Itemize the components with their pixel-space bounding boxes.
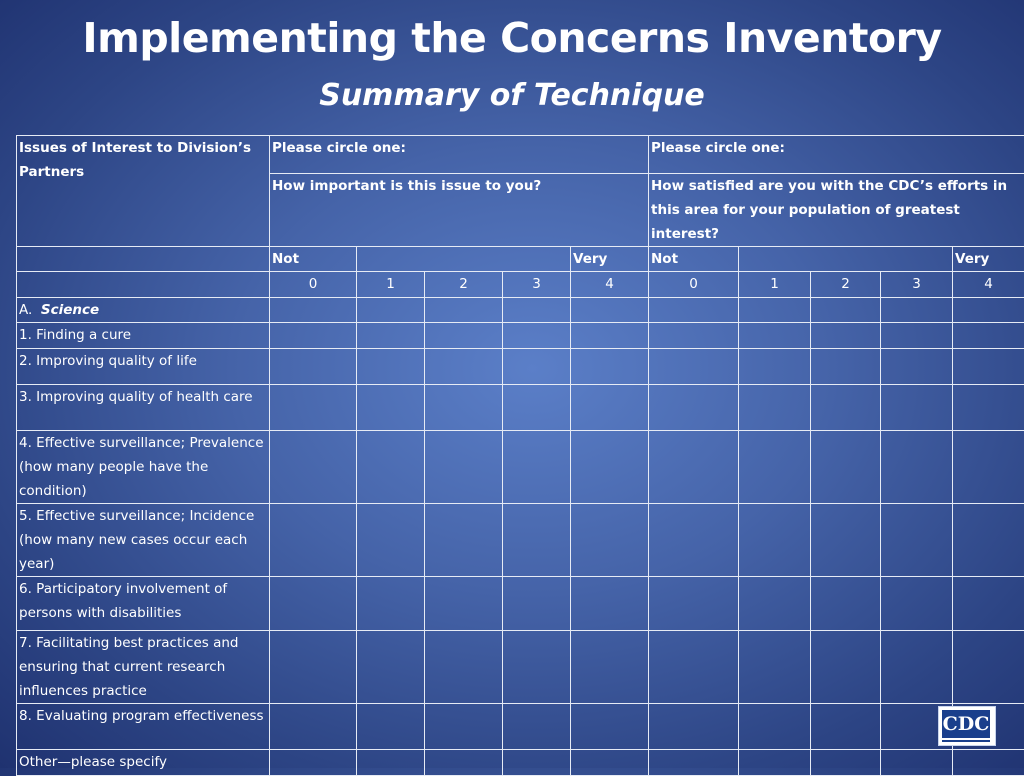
rating-cell[interactable] — [270, 323, 357, 349]
rating-cell[interactable] — [357, 431, 425, 504]
rating-cell[interactable] — [649, 504, 739, 577]
rating-cell[interactable] — [357, 704, 425, 750]
rating-cell[interactable] — [571, 349, 649, 385]
row-label: 3. Improving quality of health care — [17, 385, 270, 431]
table-row — [17, 431, 1024, 504]
rating-cell[interactable] — [503, 431, 571, 504]
importance-scale-3[interactable]: 3 — [503, 272, 571, 298]
rating-cell[interactable] — [425, 750, 503, 776]
rating-cell[interactable] — [571, 750, 649, 776]
rating-cell[interactable] — [270, 431, 357, 504]
cdc-logo-stripe — [942, 740, 990, 742]
rating-cell[interactable] — [571, 504, 649, 577]
rating-cell[interactable] — [811, 704, 881, 750]
rating-cell[interactable] — [953, 298, 1024, 323]
rating-cell[interactable] — [649, 298, 739, 323]
row-label: 7. Facilitating best practices and ensuring that current research influences practice — [17, 631, 270, 704]
row-label: 5. Effective surveillance; Incidence (how many new cases occur each year) — [17, 504, 270, 577]
table-row — [17, 385, 1024, 431]
cdc-logo — [938, 706, 996, 746]
rating-cell[interactable] — [739, 385, 811, 431]
rating-cell[interactable] — [881, 504, 953, 577]
rating-cell[interactable] — [425, 577, 503, 631]
importance-scale-high: Very — [571, 247, 649, 272]
cdc-logo-text: CDC — [942, 710, 990, 738]
issues-header-cell: Issues of Interest to Division’s Partners — [17, 136, 270, 247]
rating-cell[interactable] — [811, 385, 881, 431]
rating-cell[interactable] — [649, 577, 739, 631]
rating-cell[interactable] — [739, 323, 811, 349]
rating-cell[interactable] — [811, 431, 881, 504]
importance-scale-0[interactable]: 0 — [270, 272, 357, 298]
scale-label-row — [17, 247, 1024, 272]
rating-cell[interactable] — [571, 385, 649, 431]
concerns-inventory-table — [16, 135, 1024, 776]
rating-cell[interactable] — [811, 577, 881, 631]
section-label — [17, 298, 270, 323]
row-label: 8. Evaluating program effectiveness — [17, 704, 270, 750]
table-row — [17, 504, 1024, 577]
table-row — [17, 577, 1024, 631]
rating-cell[interactable] — [953, 349, 1024, 385]
empty-cell — [17, 247, 270, 272]
rating-cell[interactable] — [357, 577, 425, 631]
row-label: 1. Finding a cure — [17, 323, 270, 349]
rating-cell[interactable] — [503, 323, 571, 349]
table-row — [17, 704, 1024, 750]
rating-cell[interactable] — [503, 750, 571, 776]
rating-cell[interactable] — [811, 298, 881, 323]
rating-cell[interactable] — [357, 349, 425, 385]
rating-cell[interactable] — [270, 631, 357, 704]
rating-cell[interactable] — [357, 631, 425, 704]
rating-cell[interactable] — [425, 431, 503, 504]
rating-cell[interactable] — [357, 323, 425, 349]
satisfaction-question: How satisfied are you with the CDC’s efforts in this area for your population of greatest interest? — [649, 174, 1024, 247]
rating-cell[interactable] — [649, 704, 739, 750]
table-row — [17, 323, 1024, 349]
rating-cell[interactable] — [503, 504, 571, 577]
rating-cell[interactable] — [811, 504, 881, 577]
rating-cell[interactable] — [739, 504, 811, 577]
rating-cell[interactable] — [270, 298, 357, 323]
rating-cell[interactable] — [571, 323, 649, 349]
rating-cell[interactable] — [953, 504, 1024, 577]
rating-cell[interactable] — [425, 504, 503, 577]
table-row — [17, 631, 1024, 704]
rating-cell[interactable] — [881, 349, 953, 385]
rating-cell[interactable] — [357, 504, 425, 577]
rating-cell[interactable] — [425, 631, 503, 704]
rating-cell[interactable] — [357, 750, 425, 776]
table-row — [17, 349, 1024, 385]
rating-cell[interactable] — [739, 298, 811, 323]
importance-scale-low: Not — [270, 247, 357, 272]
rating-cell[interactable] — [739, 431, 811, 504]
rating-cell[interactable] — [503, 385, 571, 431]
section-row — [17, 298, 1024, 323]
rating-cell[interactable] — [881, 385, 953, 431]
importance-scale-4[interactable]: 4 — [571, 272, 649, 298]
empty-cell — [739, 247, 953, 272]
rating-cell[interactable] — [953, 431, 1024, 504]
rating-cell[interactable] — [425, 349, 503, 385]
section-prefix: A. — [19, 302, 32, 318]
rating-cell[interactable] — [571, 577, 649, 631]
importance-question: How important is this issue to you? — [270, 174, 649, 247]
rating-cell[interactable] — [811, 323, 881, 349]
rating-cell[interactable] — [953, 385, 1024, 431]
row-label: 2. Improving quality of life — [17, 349, 270, 385]
satisfaction-scale-4[interactable]: 4 — [953, 272, 1024, 298]
table-row — [17, 750, 1024, 776]
rating-cell[interactable] — [270, 704, 357, 750]
rating-cell[interactable] — [649, 750, 739, 776]
slide-title: Implementing the Concerns Inventory — [0, 14, 1024, 62]
rating-cell[interactable] — [571, 704, 649, 750]
rating-cell[interactable] — [649, 631, 739, 704]
importance-scale-2[interactable]: 2 — [425, 272, 503, 298]
scale-number-row — [17, 272, 1024, 298]
rating-cell[interactable] — [649, 385, 739, 431]
satisfaction-scale-0[interactable]: 0 — [649, 272, 739, 298]
empty-cell — [17, 272, 270, 298]
rating-cell[interactable] — [953, 750, 1024, 776]
rating-cell[interactable] — [739, 631, 811, 704]
rating-cell[interactable] — [425, 704, 503, 750]
rating-cell[interactable] — [425, 323, 503, 349]
importance-scale-1[interactable]: 1 — [357, 272, 425, 298]
rating-cell[interactable] — [649, 349, 739, 385]
rating-cell[interactable] — [739, 577, 811, 631]
rating-cell[interactable] — [270, 385, 357, 431]
row-label: Other—please specify — [17, 750, 270, 776]
rating-cell[interactable] — [425, 298, 503, 323]
rating-cell[interactable] — [503, 577, 571, 631]
rating-cell[interactable] — [357, 298, 425, 323]
rating-cell[interactable] — [649, 323, 739, 349]
row-label: 6. Participatory involvement of persons with disabilities — [17, 577, 270, 631]
rating-cell[interactable] — [503, 298, 571, 323]
rating-cell[interactable] — [571, 298, 649, 323]
rating-cell[interactable] — [503, 704, 571, 750]
rating-cell[interactable] — [649, 431, 739, 504]
circle-one-importance: Please circle one: — [270, 136, 649, 174]
rating-cell[interactable] — [739, 349, 811, 385]
rating-cell[interactable] — [811, 631, 881, 704]
rating-cell[interactable] — [881, 631, 953, 704]
rating-cell[interactable] — [881, 298, 953, 323]
section-name: Science — [41, 302, 99, 318]
satisfaction-scale-2[interactable]: 2 — [811, 272, 881, 298]
rating-cell[interactable] — [571, 431, 649, 504]
satisfaction-scale-low: Not — [649, 247, 739, 272]
rating-cell[interactable] — [953, 577, 1024, 631]
rating-cell[interactable] — [357, 385, 425, 431]
rating-cell[interactable] — [503, 349, 571, 385]
satisfaction-scale-1[interactable]: 1 — [739, 272, 811, 298]
rating-cell[interactable] — [811, 349, 881, 385]
rating-cell[interactable] — [503, 631, 571, 704]
satisfaction-scale-3[interactable]: 3 — [881, 272, 953, 298]
rating-cell[interactable] — [811, 750, 881, 776]
satisfaction-scale-high: Very — [953, 247, 1024, 272]
rating-cell[interactable] — [571, 631, 649, 704]
rating-cell[interactable] — [425, 385, 503, 431]
rating-cell[interactable] — [881, 323, 953, 349]
rating-cell[interactable] — [881, 577, 953, 631]
rating-cell[interactable] — [953, 323, 1024, 349]
header-row-circle — [17, 136, 1024, 174]
circle-one-satisfaction: Please circle one: — [649, 136, 1024, 174]
rating-cell[interactable] — [953, 631, 1024, 704]
rating-cell[interactable] — [881, 750, 953, 776]
slide-subtitle: Summary of Technique — [0, 78, 1024, 113]
row-label: 4. Effective surveillance; Prevalence (how many people have the condition) — [17, 431, 270, 504]
empty-cell — [357, 247, 571, 272]
rating-cell[interactable] — [270, 577, 357, 631]
rating-cell[interactable] — [739, 750, 811, 776]
rating-cell[interactable] — [881, 431, 953, 504]
rating-cell[interactable] — [270, 349, 357, 385]
rating-cell[interactable] — [270, 750, 357, 776]
rating-cell[interactable] — [270, 504, 357, 577]
rating-cell[interactable] — [739, 704, 811, 750]
